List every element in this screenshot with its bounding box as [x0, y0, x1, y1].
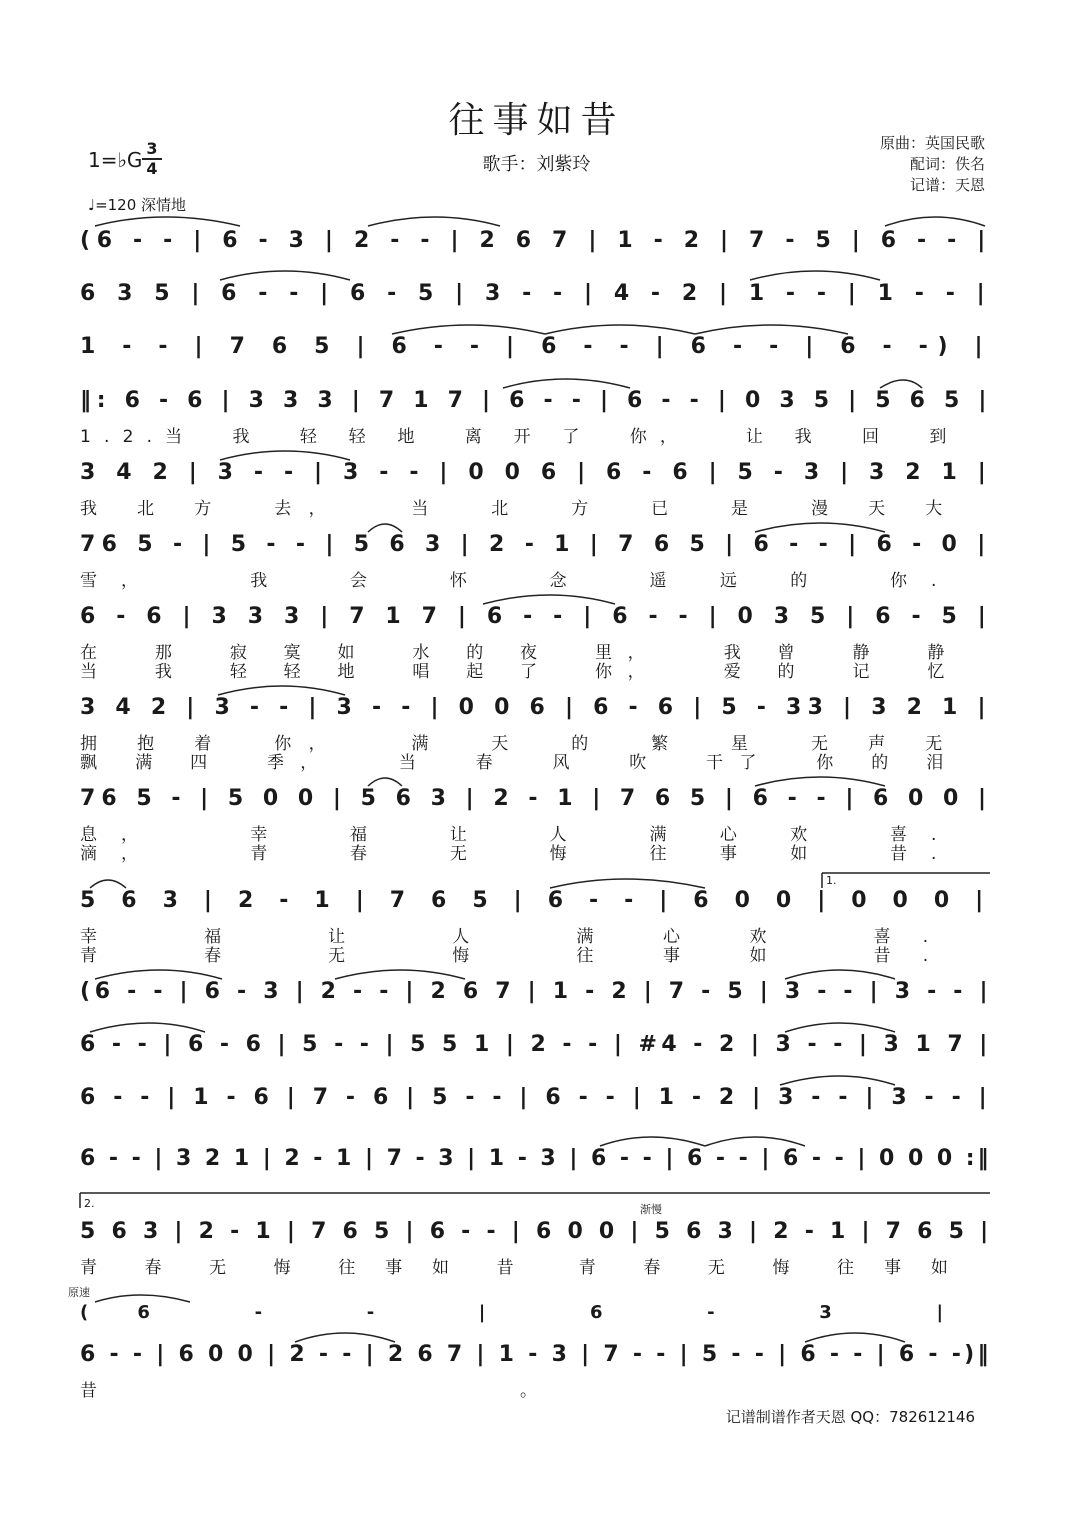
lyrics-line-1: 青 春 无 悔 往 事 如 昔 青 春 无 悔 往 事 如 [80, 1258, 961, 1278]
time-signature-top: 3 [146, 139, 158, 158]
lyrics-line-1: 雪， 我 会 怀 念 遥 远 的 你. [80, 571, 961, 591]
lyrics-line-1: 息， 幸 福 让 人 满 心 欢 喜. [80, 825, 961, 845]
notes-line: (6 - - | 6 - 3 | 2 - - | 2 6 7 | 1 - 2 | 7 - 5 | 6 - - | [80, 228, 992, 253]
notes-line: 76 5 - | 5 0 0 | 5 6 3 | 2 - 1 | 7 6 5 | 6 - - | 6 0 0 | [80, 786, 993, 811]
notes-line: (6 - - | 6 - 3 | [80, 1302, 993, 1323]
lyrics-line-1: 我 北 方 去， 当 北 方 已 是 漫 天 大 [80, 499, 960, 519]
lyrics-line-1: 1.2.当 我 轻 轻 地 离 开 了 你， 让 我 回 到 [80, 427, 960, 447]
notes-line: 6 - - | 3 2 1 | 2 - 1 | 7 - 3 | 1 - 3 | 6 - - | 6 - - | 6 - - | 0 0 0 :‖ [80, 1146, 992, 1171]
original-credit: 原曲：英国民歌 [879, 134, 985, 152]
lyrics-line-1: 在 那 寂 寞 如 水 的 夜 里， 我 曾 静 静 [80, 643, 961, 663]
notes-line: 6 - 6 | 3 3 3 | 7 1 7 | 6 - - | 6 - - | 0 3 5 | 6 - 5 | [80, 604, 993, 629]
lyrics-line-2: 滴， 青 春 无 悔 往 事 如 昔. [80, 844, 961, 864]
notes-line: 6 - - | 6 0 0 | 2 - - | 2 6 7 | 1 - 3 | 7 - - | 5 - - | 6 - - | 6 - -)‖ [80, 1342, 992, 1367]
key-signature: 1=♭G [88, 148, 143, 172]
notes-line: 5 6 3 | 2 - 1 | 7 6 5 | 6 - - | 6 0 0 | 0 0 0 | [80, 888, 993, 913]
notes-line: 3 4 2 | 3 - - | 3 - - | 0 0 6 | 6 - 6 | 5 - 3 | 3 2 1 | [80, 460, 993, 485]
ritardando-marking: 渐慢 [640, 1203, 662, 1216]
time-signature-bottom: 4 [142, 158, 162, 178]
notes-line: ‖: 6 - 6 | 3 3 3 | 7 1 7 | 6 - - | 6 - - | 0 3 5 | 5 6 5 | [80, 388, 993, 413]
singer-credit: 歌手：刘紫玲 [482, 154, 591, 175]
notes-line: 1 - - | 7 6 5 | 6 - - | 6 - - | 6 - - | 6 - -) | [80, 334, 993, 359]
a-tempo-marking: 原速 [68, 1286, 90, 1299]
notes-line: 76 5 - | 5 - - | 5 6 3 | 2 - 1 | 7 6 5 | 6 - - | 6 - 0 | [80, 532, 992, 557]
lyrics-credit: 配词：佚名 [909, 155, 985, 173]
transcriber-credit: 记谱：天恩 [909, 176, 985, 194]
notes-line: (6 - - | 6 - 3 | 2 - - | 2 6 7 | 1 - 2 | 7 - 5 | 3 - - | 3 - - | [80, 979, 993, 1004]
lyrics-line-1: 昔。 [80, 1381, 960, 1401]
lyrics-line-2: 飘 满 四 季， 当 春 风 吹 干了 你 的 泪 [80, 753, 960, 773]
notes-line: 6 - - | 1 - 6 | 7 - 6 | 5 - - | 6 - - | 1 - 2 | 3 - - | 3 - - | [80, 1085, 992, 1110]
notes-line: 6 - - | 6 - 6 | 5 - - | 5 5 1 | 2 - - | #4 - 2 | 3 - - | 3 1 7 | [80, 1032, 992, 1057]
notes-line: 5 6 3 | 2 - 1 | 7 6 5 | 6 - - | 6 0 0 | 5 6 3 | 2 - 1 | 7 6 5 | [80, 1219, 993, 1244]
notes-line: 3 4 2 | 3 - - | 3 - - | 0 0 6 | 6 - 6 | 5 - 33 | 3 2 1 | [80, 695, 992, 720]
footer-credit: 记谱制谱作者天恩 QQ：782612146 [725, 1408, 975, 1426]
score-title: 往事如昔 [448, 100, 625, 141]
volta-1-marker: 1. [826, 874, 837, 887]
lyrics-line-2: 青 春 无 悔 往 事 如 昔. [80, 946, 961, 966]
lyrics-line-2: 当 我 轻 轻 地 唱 起 了 你， 爱 的 记 忆 [80, 662, 961, 682]
lyrics-line-1: 拥 抱 着 你， 满 天 的 繁 星 无 声 无 [80, 734, 960, 754]
lyrics-line-1: 幸 福 让 人 满 心 欢 喜. [80, 927, 961, 947]
tempo-marking: ♩=120 深情地 [88, 196, 187, 214]
notes-line: 6 3 5 | 6 - - | 6 - 5 | 3 - - | 4 - 2 | 1 - - | 1 - - | [80, 281, 992, 306]
volta-2-marker: 2. [84, 1197, 95, 1210]
